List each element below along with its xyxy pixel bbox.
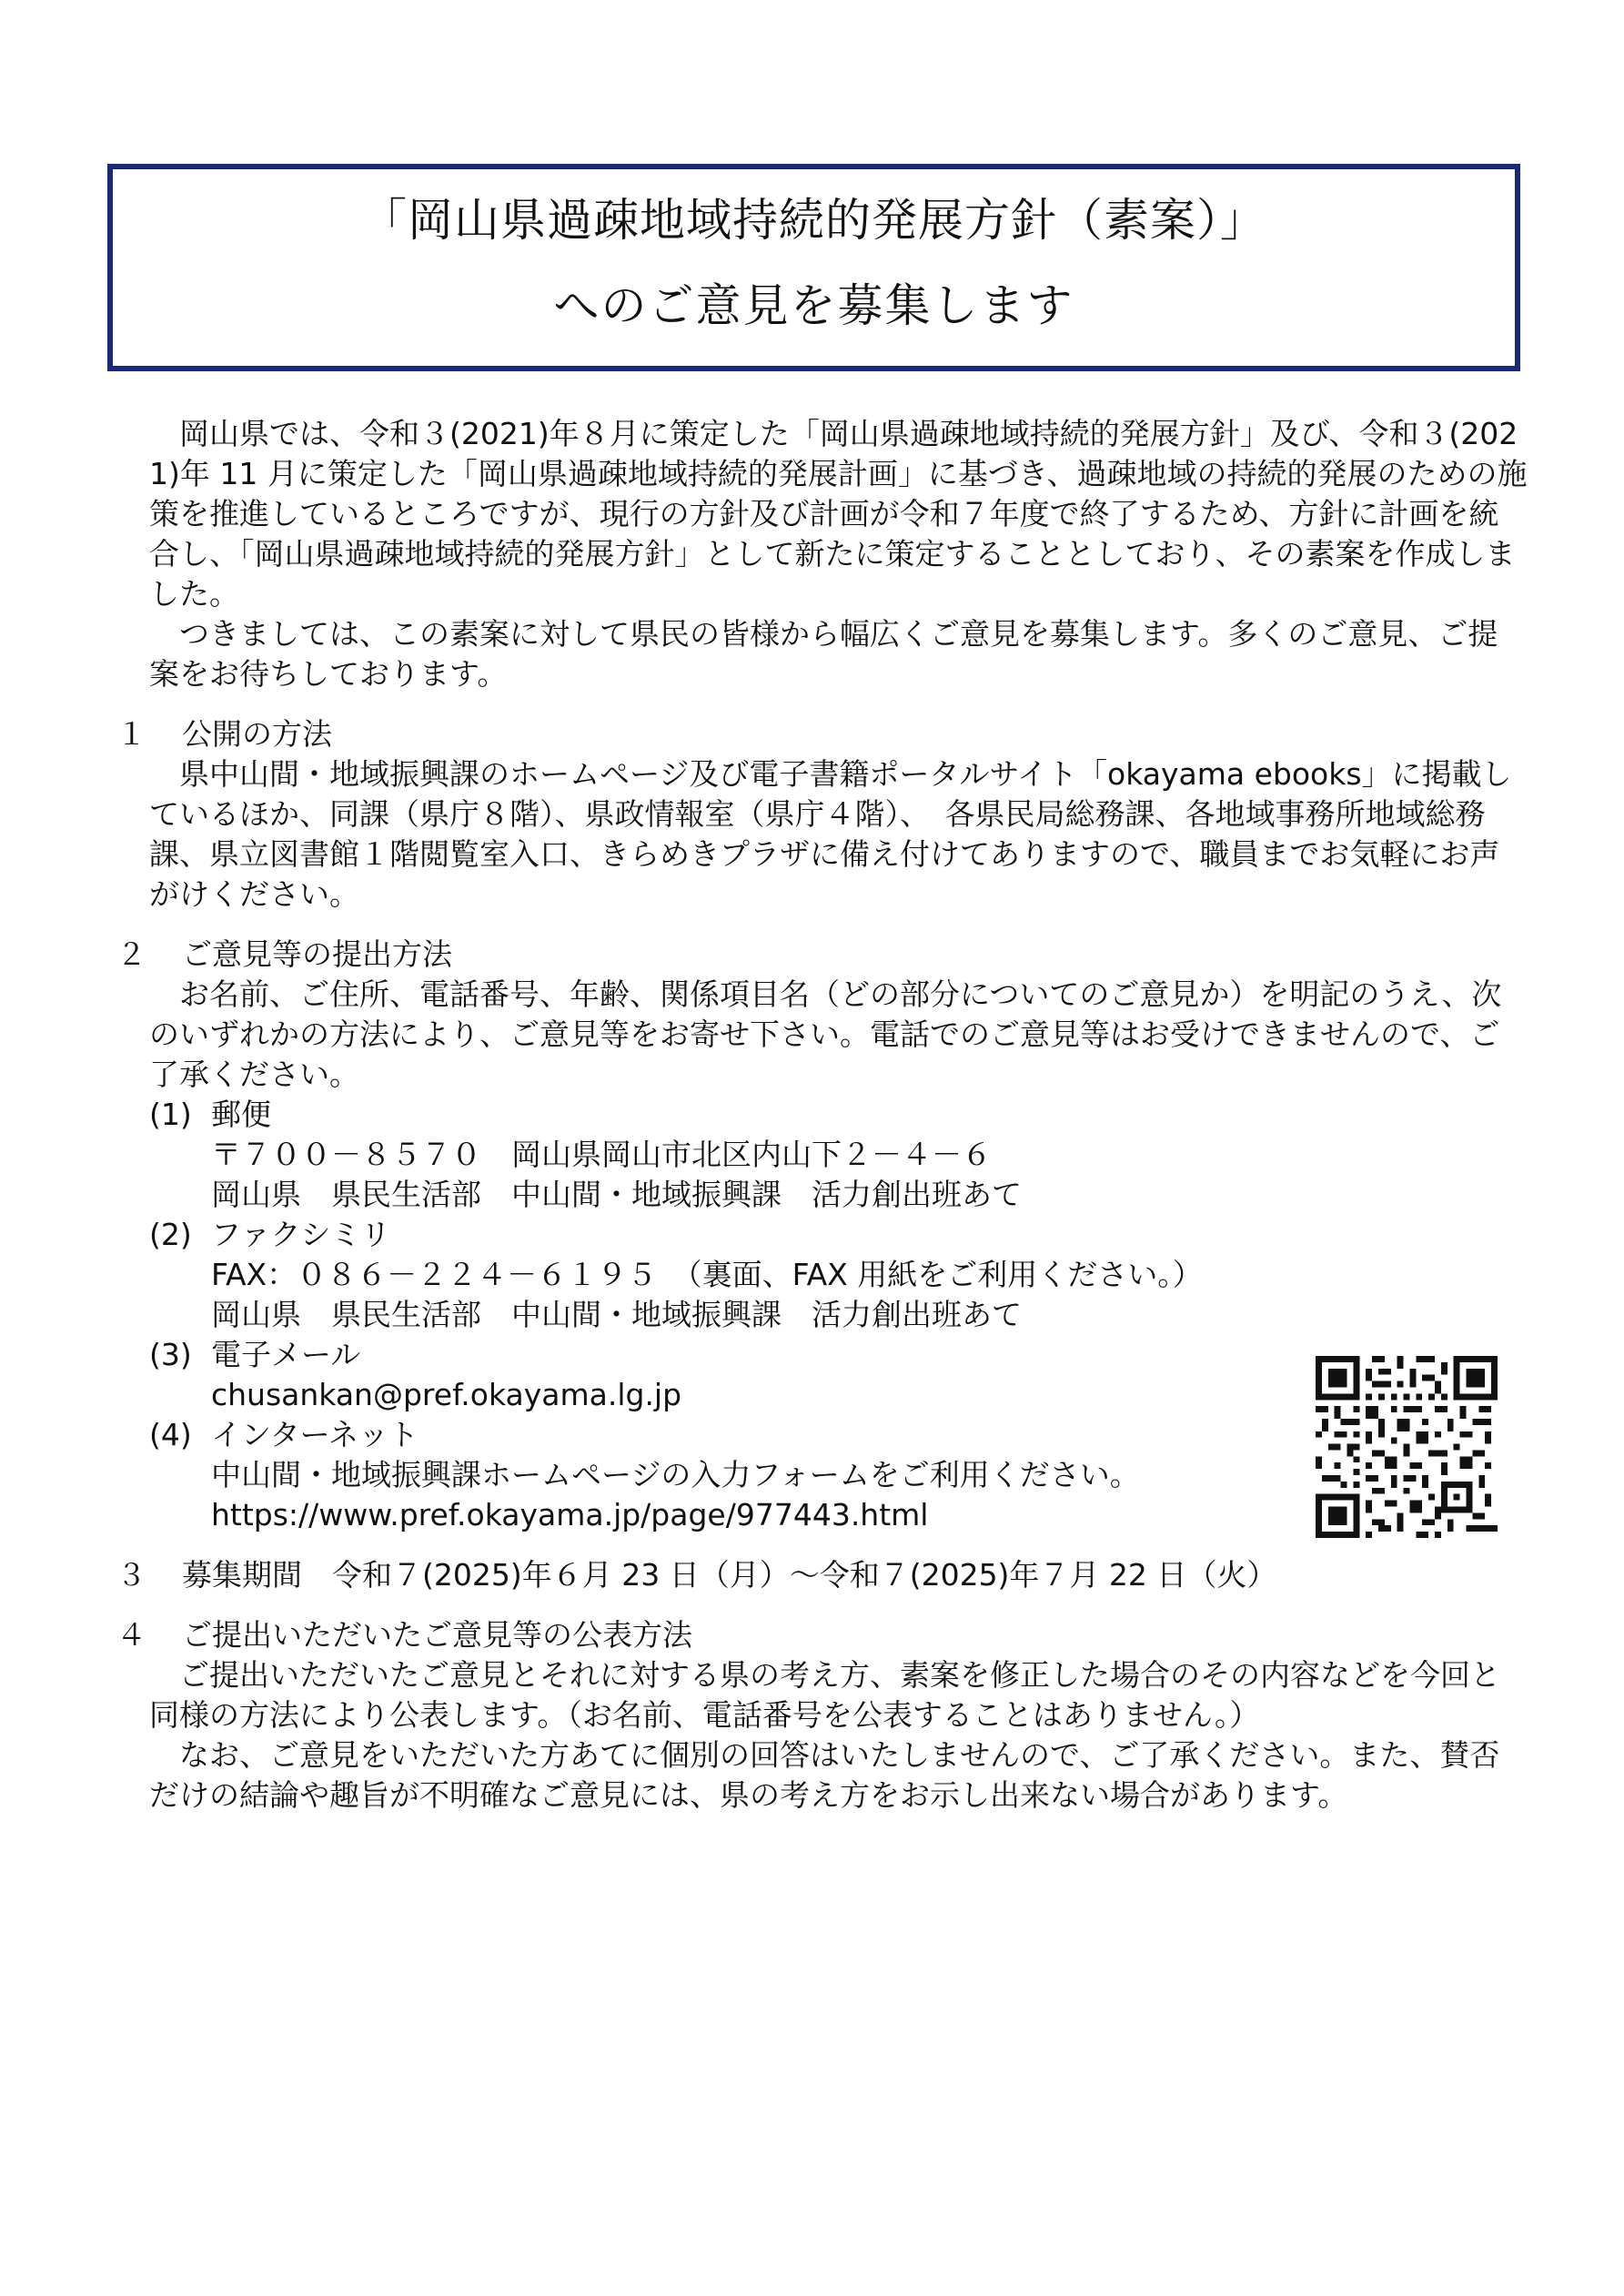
qr-code-icon <box>1316 1356 1498 1538</box>
internet-instruction: 中山間・地域振興課ホームページの入力フォームをご利用ください。 <box>211 1457 1140 1492</box>
section-1-title: 公開の方法 <box>182 716 332 752</box>
internet-url-link[interactable]: https://www.pref.okayama.jp/page/977443.html <box>211 1497 929 1532</box>
section-4-paragraph-2: なお、ご意見をいただいた方あてに個別の回答はいたしませんので、ご了承ください。また、賛否だけの結論や趣旨が不明確なご意見には、県の考え方をお示し出来ない場合があります。 <box>149 1737 1500 1813</box>
method-fax <box>149 1215 1528 1335</box>
email-address[interactable]: chusankan@pref.okayama.lg.jp <box>211 1377 682 1412</box>
section-1-heading <box>116 714 1528 754</box>
title-line-1: 「岡山県過疎地域持続的発展方針（素案）」 <box>361 194 1266 247</box>
section-4-heading <box>116 1615 1528 1655</box>
intro-paragraph-2: つきましては、この素案に対して県民の皆様から幅広くご意見を募集します。多くのご意見、ご提案をお待ちしております。 <box>149 616 1498 692</box>
method-number: (4) <box>149 1417 192 1452</box>
section-1-body: 県中山間・地域振興課のホームページ及び電子書籍ポータルサイト「okayama ebooks」に掲載しているほか、同課（県庁８階）、県政情報室（県庁４階）、 各県民局総務課、各地域事務所地域総務課、県立図書館１階閲覧室入口、きらめきプラザに備え付けてありますので、職員までお気軽にお声がけください。 <box>149 756 1512 912</box>
intro-paragraph-1: 岡山県では、令和３(2021)年８月に策定した「岡山県過疎地域持続的発展方針」及び、令和３(2021)年 11 月に策定した「岡山県過疎地域持続的発展計画」に基づき、過疎地域の持続的発展のための施策を推進しているところですが、現行の方針及び計画が令和７年度で終了するため、方針に計画を統合し、「岡山県過疎地域持続的発展方針」として新たに策定することとしており、その素案を作成しました。 <box>149 416 1528 612</box>
section-4-number: ４ <box>116 1617 146 1653</box>
section-2-body: お名前、ご住所、電話番号、年齢、関係項目名（どの部分についてのご意見か）を明記のうえ、次のいずれかの方法により、ご意見等をお寄せ下さい。電話でのご意見等はお受けできませんので、ご了承ください。 <box>149 976 1502 1092</box>
section-4-paragraph-1: ご提出いただいたご意見とそれに対する県の考え方、素案を修正した場合のその内容などを今回と同様の方法により公表します。（お名前、電話番号を公表することはありません。） <box>149 1657 1500 1733</box>
section-2-title: ご意見等の提出方法 <box>182 936 452 972</box>
section-4 <box>116 1615 1528 1816</box>
section-1 <box>116 714 1528 915</box>
title-box <box>107 164 1520 371</box>
postal-recipient: 岡山県 県民生活部 中山間・地域振興課 活力創出班あて <box>211 1177 1022 1212</box>
section-4-title: ご提出いただいたご意見等の公表方法 <box>182 1617 692 1653</box>
section-3-number: ３ <box>116 1557 146 1593</box>
fax-number: FAX：０８６－２２４－６１９５ （裏面、FAX 用紙をご利用ください。） <box>211 1257 1203 1292</box>
section-2-number: ２ <box>116 936 146 972</box>
method-number: (2) <box>149 1217 192 1252</box>
method-postal <box>149 1095 1528 1215</box>
fax-recipient: 岡山県 県民生活部 中山間・地域振興課 活力創出班あて <box>211 1297 1022 1332</box>
section-3 <box>116 1555 1528 1595</box>
method-label: ファクシミリ <box>211 1217 391 1252</box>
method-label: インターネット <box>211 1417 419 1452</box>
method-number: (3) <box>149 1337 192 1372</box>
method-label: 電子メール <box>211 1337 361 1372</box>
method-number: (1) <box>149 1097 192 1132</box>
postal-address: 〒７００－８５７０ 岡山県岡山市北区内山下２－４－６ <box>211 1137 992 1172</box>
section-3-heading <box>116 1555 1528 1595</box>
section-1-number: １ <box>116 716 146 752</box>
section-3-title: 募集期間 <box>182 1557 302 1593</box>
submission-period: 令和７(2025)年６月 23 日（月）～令和７(2025)年７月 22 日（火） <box>332 1557 1277 1593</box>
document-body <box>116 414 1528 1816</box>
title-line-2: へのご意見を募集します <box>553 279 1074 332</box>
method-label: 郵便 <box>211 1097 271 1132</box>
section-2-heading <box>116 935 1528 975</box>
